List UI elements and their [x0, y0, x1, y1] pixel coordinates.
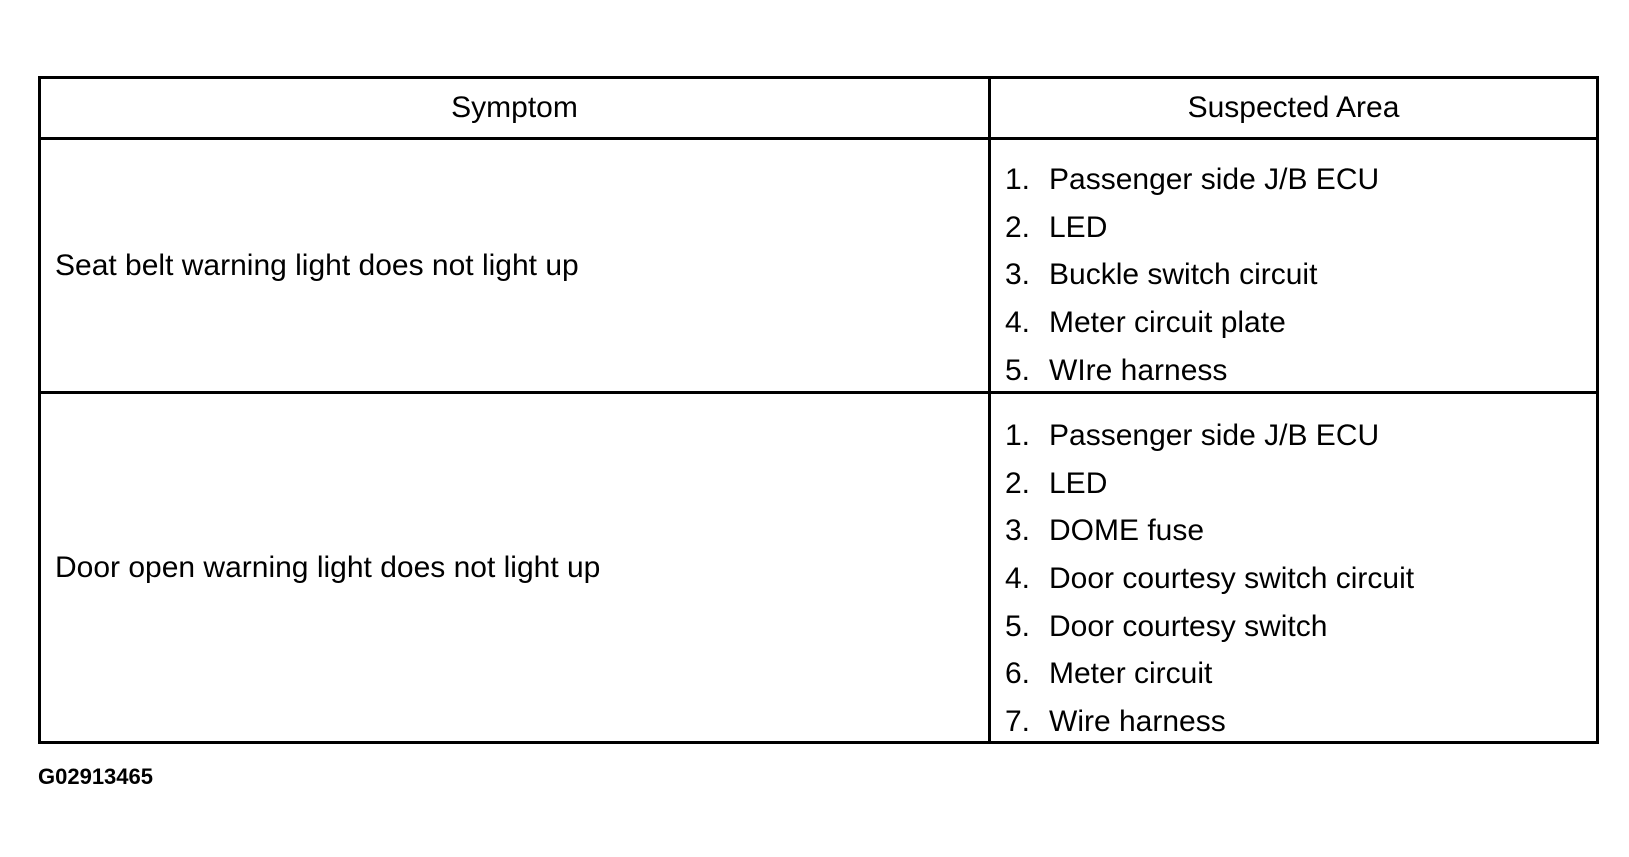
list-item-text: Buckle switch circuit	[1049, 258, 1318, 292]
symptom-cell: Seat belt warning light does not light up	[41, 140, 991, 391]
list-item-number: 3.	[1005, 258, 1031, 292]
list-item-number: 1.	[1005, 162, 1031, 196]
header-suspected-area: Suspected Area	[1187, 91, 1400, 124]
list-item-text: Door courtesy switch circuit	[1049, 561, 1415, 595]
list-item-text: Passenger side J/B ECU	[1049, 162, 1380, 196]
list-item-text: WIre harness	[1049, 353, 1228, 387]
symptom-table	[38, 76, 1599, 744]
list-item	[1005, 299, 1596, 347]
suspected-area-list	[1005, 394, 1596, 746]
list-item	[1005, 507, 1596, 555]
list-item-text: Meter circuit	[1049, 657, 1213, 691]
suspected-area-list	[1005, 140, 1596, 394]
list-item	[1005, 204, 1596, 252]
list-item-text: Meter circuit plate	[1049, 305, 1286, 339]
list-item	[1005, 698, 1596, 746]
table-row	[41, 140, 1596, 394]
header-symptom: Symptom	[41, 79, 991, 137]
list-item-text: Passenger side J/B ECU	[1049, 418, 1380, 452]
list-item-number: 3.	[1005, 514, 1031, 548]
list-item	[1005, 555, 1596, 603]
list-item	[1005, 412, 1596, 460]
list-item-number: 5.	[1005, 609, 1031, 643]
list-item	[1005, 251, 1596, 299]
list-item	[1005, 156, 1596, 204]
list-item-text: DOME fuse	[1049, 514, 1205, 548]
symptom-cell: Door open warning light does not light up	[41, 394, 991, 741]
list-item-number: 5.	[1005, 353, 1031, 387]
list-item-text: Wire harness	[1049, 704, 1226, 738]
list-item	[1005, 603, 1596, 651]
suspected-area-cell	[991, 394, 1596, 741]
list-item	[1005, 347, 1596, 395]
list-item-number: 4.	[1005, 305, 1031, 339]
list-item-text: LED	[1049, 210, 1108, 244]
table-header-row	[41, 79, 1596, 140]
figure-id: G02913465	[38, 764, 153, 789]
list-item-number: 7.	[1005, 704, 1031, 738]
table-row	[41, 394, 1596, 741]
list-item-number: 6.	[1005, 657, 1031, 691]
list-item-text: LED	[1049, 466, 1108, 500]
list-item-text: Door courtesy switch	[1049, 609, 1328, 643]
list-item	[1005, 460, 1596, 508]
suspected-area-cell	[991, 140, 1596, 391]
list-item-number: 1.	[1005, 418, 1031, 452]
list-item-number: 4.	[1005, 561, 1031, 595]
list-item-number: 2.	[1005, 466, 1031, 500]
list-item	[1005, 650, 1596, 698]
list-item-number: 2.	[1005, 210, 1031, 244]
